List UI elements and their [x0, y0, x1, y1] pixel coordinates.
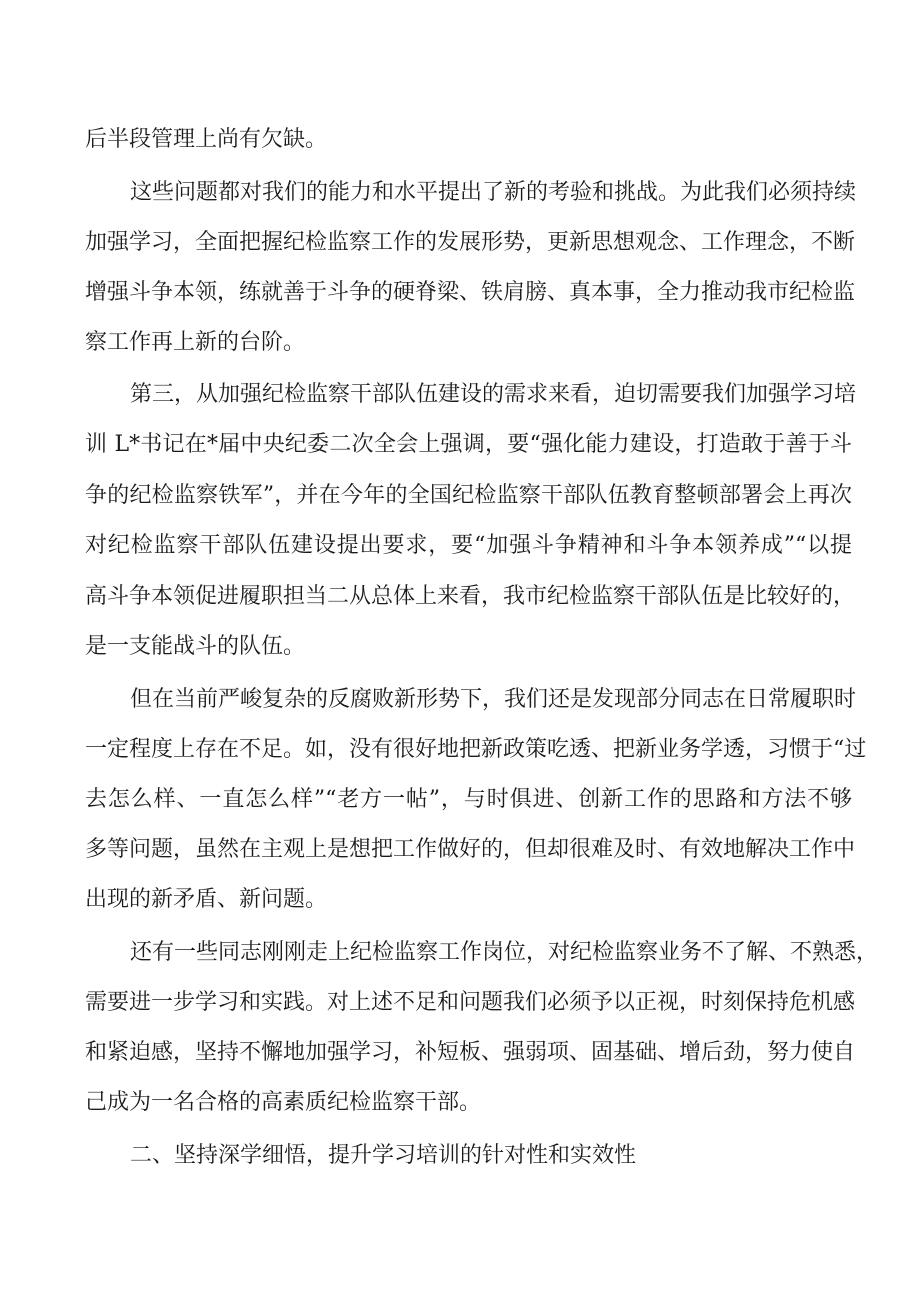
text-line: 还有一些同志刚刚走上纪检监察工作岗位，对纪检监察业务不了解、不熟悉，	[130, 940, 879, 965]
text-line: 去怎么样、一直怎么样”“老方一帖”，与时俱进、创新工作的思路和方法不够	[85, 787, 852, 812]
text-line: 训 L*书记在*届中央纪委二次全会上强调，要“强化能力建设，打造敢于善于斗	[85, 432, 852, 457]
text-line: 第三，从加强纪检监察干部队伍建设的需求来看，迫切需要我们加强学习培	[130, 382, 857, 407]
text-line: 是一支能战斗的队伍。	[85, 634, 306, 659]
text-line: 多等问题，虽然在主观上是想把工作做好的，但却很难及时、有效地解决工作中	[85, 837, 856, 862]
text-line: 后半段管理上尚有欠缺。	[85, 127, 328, 152]
text-line: 争的纪检监察铁军”，并在今年的全国纪检监察干部队伍教育整顿部署会上再次	[85, 483, 852, 508]
text-line: 加强学习，全面把握纪检监察工作的发展形势，更新思想观念、工作理念，不断	[85, 230, 856, 255]
text-line: 但在当前严峻复杂的反腐败新形势下，我们还是发现部分同志在日常履职时	[130, 687, 857, 712]
text-line: 己成为一名合格的高素质纪检监察干部。	[85, 1090, 482, 1115]
text-line: 需要进一步学习和实践。对上述不足和问题我们必须予以正视，时刻保持危机感	[85, 990, 856, 1015]
text-line: 这些问题都对我们的能力和水平提出了新的考验和挑战。为此我们必须持续	[130, 180, 857, 205]
text-line: 察工作再上新的台阶。	[85, 330, 306, 355]
text-line: 出现的新矛盾、新问题。	[85, 887, 328, 912]
text-line: 一定程度上存在不足。如，没有很好地把新政策吃透、把新业务学透，习惯于“过	[85, 737, 867, 762]
text-line: 对纪检监察干部队伍建设提出要求，要“加强斗争精神和斗争本领养成”“以提	[85, 533, 852, 558]
text-line: 和紧迫感，坚持不懈地加强学习，补短板、强弱项、固基础、增后劲，努力使自	[85, 1040, 856, 1065]
text-line: 增强斗争本领，练就善于斗争的硬脊梁、铁肩膀、真本事，全力推动我市纪检监	[85, 280, 856, 305]
text-line: 高斗争本领促进履职担当二从总体上来看，我市纪检监察干部队伍是比较好的，	[85, 584, 856, 609]
section-heading: 二、坚持深学细悟，提升学习培训的针对性和实效性	[130, 1143, 637, 1168]
